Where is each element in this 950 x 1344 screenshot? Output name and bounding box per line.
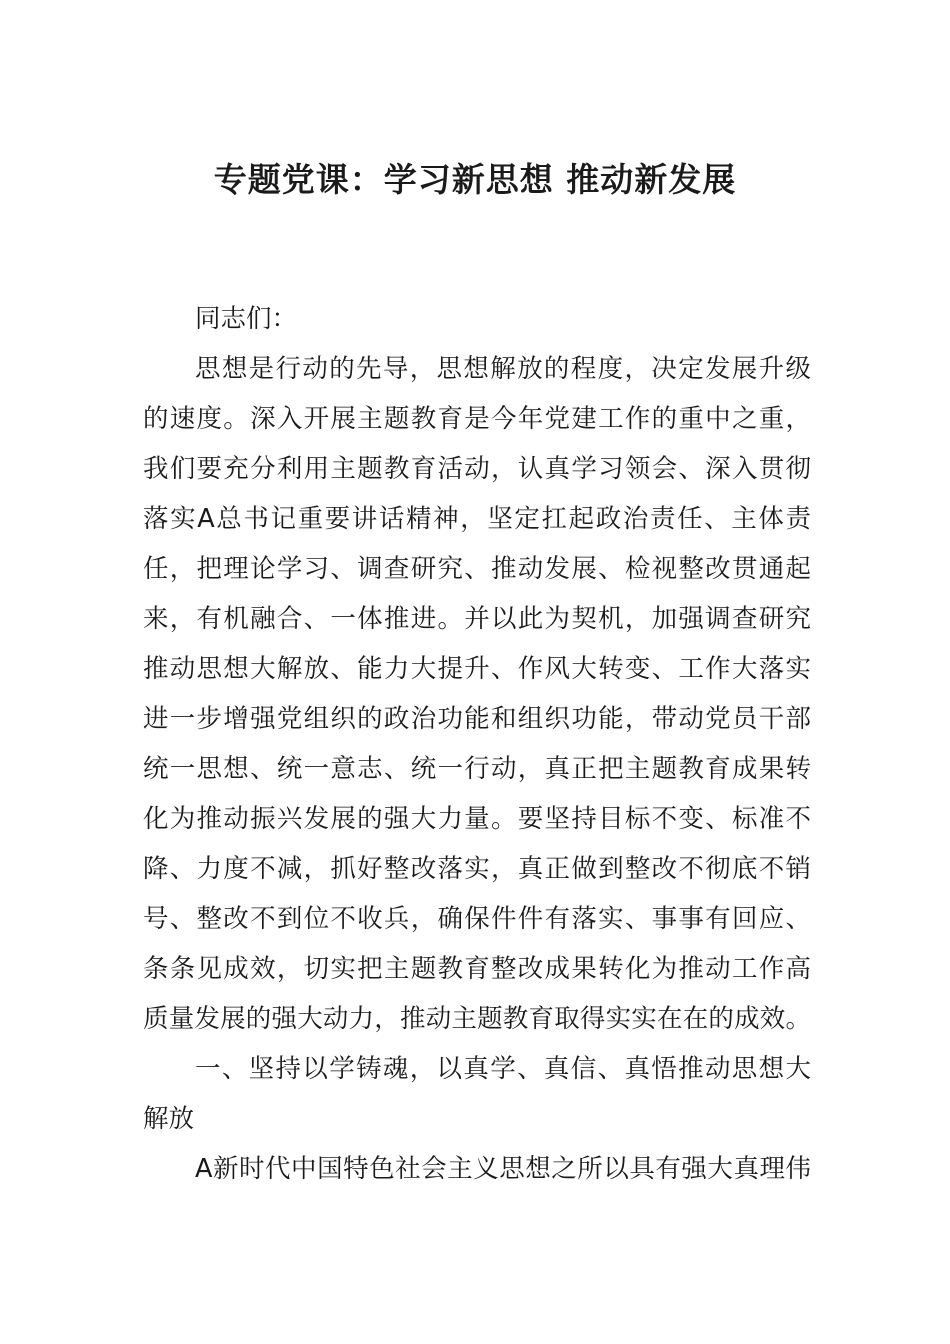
text-line: 条条见成效，切实把主题教育整改成果转化为推动工作高: [143, 954, 811, 984]
text-line: 一、坚持以学铸魂，以真学、真信、真悟推动思想大: [195, 1054, 811, 1084]
text-line: 落实A总书记重要讲话精神，坚定扛起政治责任、主体责: [143, 504, 811, 534]
text-line: 我们要充分利用主题教育活动，认真学习领会、深入贯彻: [143, 454, 811, 484]
text-line: 进一步增强党组织的政治功能和组织功能，带动党员干部: [143, 704, 811, 734]
text-line: 化为推动振兴发展的强大力量。要坚持目标不变、标准不: [143, 804, 811, 834]
text-line: 解放: [143, 1104, 195, 1134]
text-line: 统一思想、统一意志、统一行动，真正把主题教育成果转: [143, 754, 811, 784]
text-line: 质量发展的强大动力，推动主题教育取得实实在在的成效。: [143, 1004, 811, 1034]
document-body: [143, 294, 811, 1194]
text-line: 同志们：: [195, 304, 298, 334]
text-line: 降、力度不减，抓好整改落实，真正做到整改不彻底不销: [143, 854, 811, 884]
document-title: 专题党课：学习新思想 推动新发展: [213, 160, 737, 199]
text-line: 的速度。深入开展主题教育是今年党建工作的重中之重，: [143, 404, 811, 434]
text-line: 任，把理论学习、调查研究、推动发展、检视整改贯通起: [143, 554, 811, 584]
text-line: 来，有机融合、一体推进。并以此为契机，加强调查研究: [143, 604, 811, 634]
text-line: 号、整改不到位不收兵，确保件件有落实、事事有回应、: [143, 904, 811, 934]
text-line: 思想是行动的先导，思想解放的程度，决定发展升级: [195, 354, 811, 384]
text-line: 推动思想大解放、能力大提升、作风大转变、工作大落实: [143, 654, 811, 684]
text-line: A新时代中国特色社会主义思想之所以具有强大真理伟: [195, 1154, 811, 1184]
